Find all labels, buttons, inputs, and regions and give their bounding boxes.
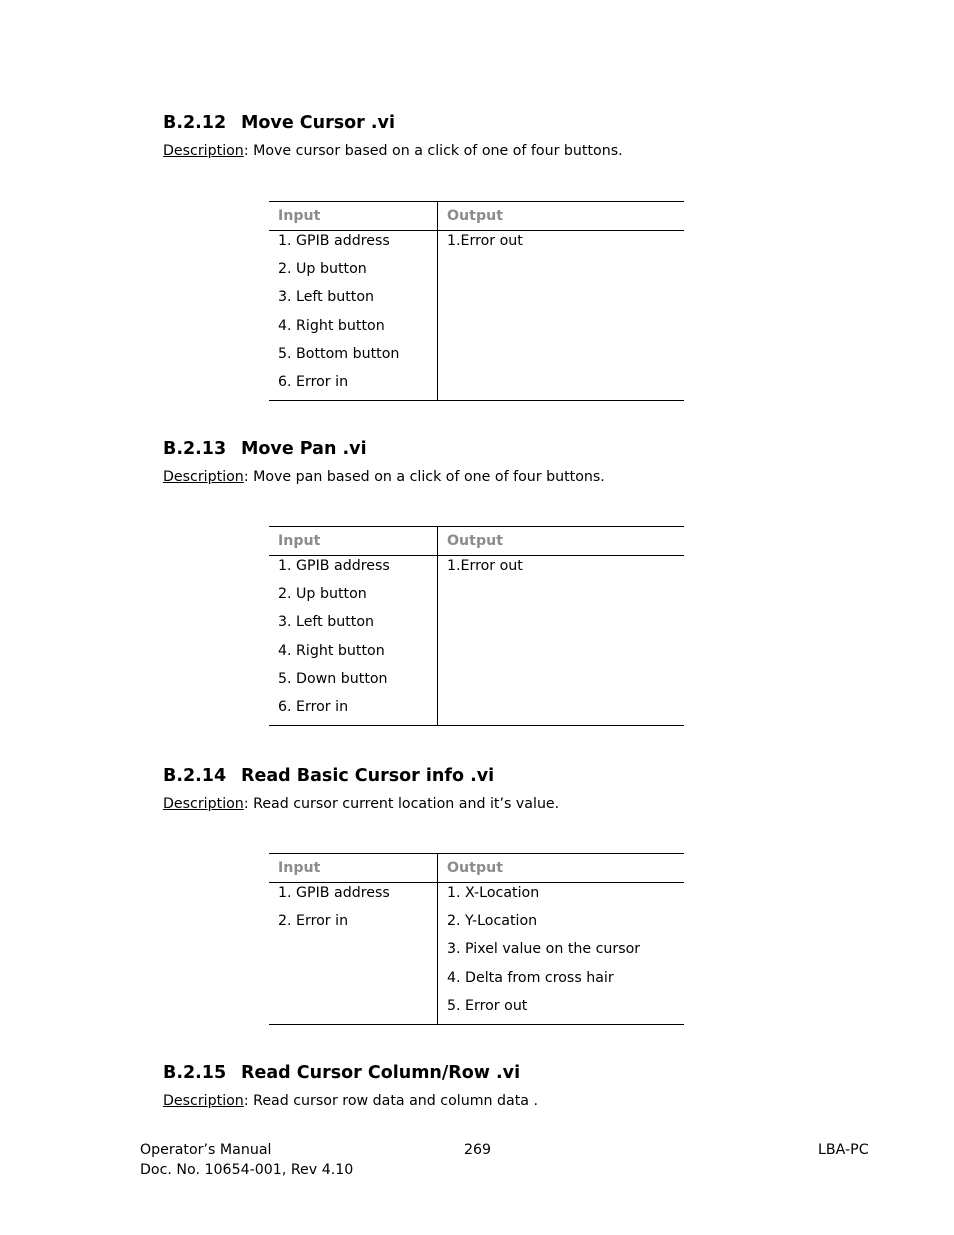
section-b212 [163,112,803,390]
footer-manual-title: Operator’s Manual [140,1142,272,1158]
section-title: Read Cursor Column/Row .vi [241,1063,521,1083]
section-b214 [163,765,803,1014]
input-item: 4. Right button [278,317,385,334]
section-title: Read Basic Cursor info .vi [241,766,495,786]
description-text: : Move cursor based on a click of one of four buttons. [243,143,623,159]
io-table [269,201,684,401]
section-description [163,142,803,160]
input-item: 1. GPIB address [278,558,390,574]
output-item: 5. Error out [447,997,528,1014]
io-table [269,526,684,726]
section-b213 [163,438,803,715]
input-item: 1. GPIB address [278,885,390,901]
section-heading [163,765,803,787]
section-title: Move Pan .vi [241,439,367,459]
footer-page-number: 269 [464,1142,492,1158]
output-header: Output [438,854,685,883]
table-row [269,883,684,1025]
output-item: 1.Error out [447,558,523,574]
table-header-row [269,854,684,883]
output-item: 2. Y-Location [447,913,538,930]
section-description [163,795,803,813]
section-heading [163,112,803,134]
section-number: B.2.12 [163,113,227,133]
output-cell [438,231,685,401]
io-table [269,853,684,1025]
input-header: Input [269,527,438,556]
input-item: 3. Left button [278,614,375,631]
table-header-row [269,202,684,231]
footer-product-name: LBA-PC [818,1142,869,1158]
input-item: 4. Right button [278,642,385,659]
section-number: B.2.15 [163,1063,227,1083]
section-title: Move Cursor .vi [241,113,395,133]
description-text: : Read cursor row data and column data . [243,1093,538,1109]
input-item: 5. Down button [278,670,388,687]
output-header: Output [438,527,685,556]
input-item: 2. Up button [278,586,367,603]
footer-doc-number: Doc. No. 10654-001, Rev 4.10 [140,1162,354,1178]
section-description [163,468,803,486]
input-cell [269,231,438,401]
table-row [269,556,684,726]
input-item: 3. Left button [278,289,375,306]
input-cell [269,556,438,726]
section-heading [163,1062,803,1084]
description-text: : Move pan based on a click of one of four buttons. [243,469,605,485]
output-item: 3. Pixel value on the cursor [447,941,641,958]
output-cell [438,556,685,726]
description-label: Description [163,1093,244,1109]
input-item: 6. Error in [278,373,349,390]
section-number: B.2.13 [163,439,227,459]
description-text: : Read cursor current location and it’s value. [243,796,560,812]
input-item: 2. Error in [278,913,349,930]
description-label: Description [163,796,244,812]
section-description [163,1092,803,1110]
input-header: Input [269,854,438,883]
section-heading [163,438,803,460]
output-item: 1.Error out [447,233,523,249]
description-label: Description [163,469,244,485]
input-item: 5. Bottom button [278,345,400,362]
input-item: 1. GPIB address [278,233,390,249]
input-item: 2. Up button [278,261,367,278]
table-header-row [269,527,684,556]
output-header: Output [438,202,685,231]
section-b215 [163,1062,803,1110]
section-number: B.2.14 [163,766,227,786]
input-cell [269,883,438,1025]
description-label: Description [163,143,244,159]
input-item: 6. Error in [278,698,349,715]
input-header: Input [269,202,438,231]
output-cell [438,883,685,1025]
table-row [269,231,684,401]
output-item: 4. Delta from cross hair [447,969,614,986]
output-item: 1. X-Location [447,885,540,901]
